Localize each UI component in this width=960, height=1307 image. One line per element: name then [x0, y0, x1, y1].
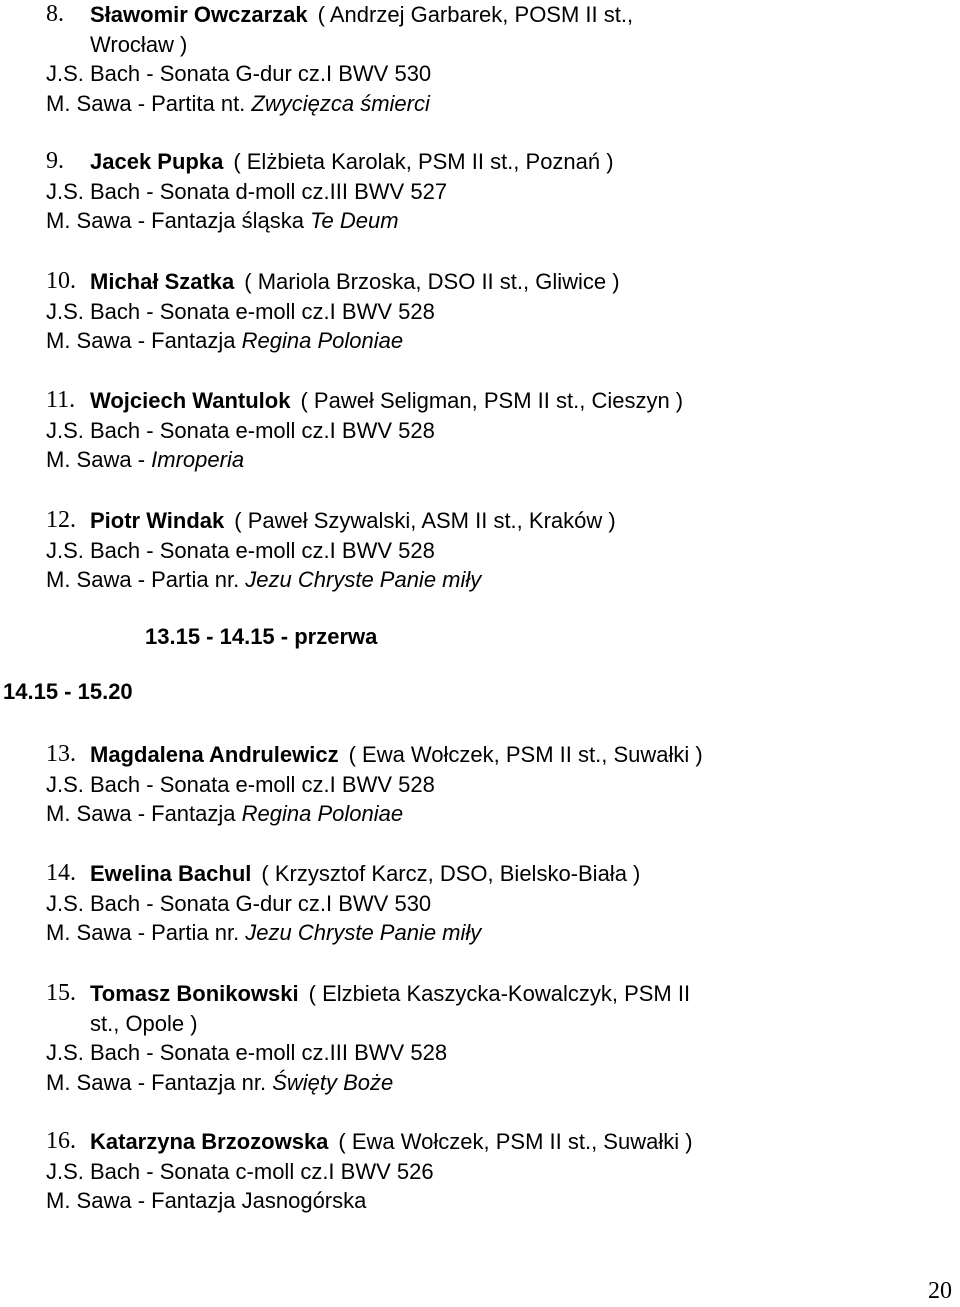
performer-name: Sławomir Owczarzak	[90, 2, 308, 27]
entry-10	[46, 267, 926, 356]
entry-header	[46, 740, 926, 770]
entry-12	[46, 506, 926, 595]
piece-sawa-title: Święty Boże	[272, 1069, 394, 1095]
piece-bach: J.S. Bach - Sonata e-moll cz.III BWV 528	[46, 1040, 448, 1065]
piece-sawa	[46, 326, 926, 356]
piece-sawa-text: M. Sawa -	[46, 447, 152, 472]
page-number: 20	[928, 1278, 952, 1304]
entry-number: 14.	[46, 860, 76, 886]
piece-sawa-text: M. Sawa - Fantazja	[46, 328, 242, 353]
performer-name: Jacek Pupka	[90, 149, 224, 174]
performer-name: Piotr Windak	[90, 508, 225, 533]
entry-number: 8.	[46, 1, 64, 27]
piece-sawa-title: Regina Poloniae	[241, 801, 404, 826]
teacher-info: ( Andrzej Garbarek, POSM II st.,	[317, 2, 634, 27]
piece-sawa-title: Regina Poloniae	[241, 328, 404, 353]
entry-number: 12.	[46, 507, 76, 533]
entry-header	[46, 267, 926, 297]
teacher-info-cont: st., Opole )	[90, 1010, 198, 1036]
entry-header	[46, 386, 926, 416]
performer-name: Magdalena Andrulewicz	[90, 742, 339, 767]
entry-number: 9.	[46, 148, 64, 174]
entry-number: 11.	[46, 387, 76, 413]
piece-sawa-title: Te Deum	[310, 208, 399, 233]
performer-name: Katarzyna Brzozowska	[90, 1129, 329, 1154]
piece-sawa	[46, 206, 926, 236]
teacher-info: ( Ewa Wołczek, PSM II st., Suwałki )	[338, 1129, 693, 1154]
entry-header	[46, 0, 926, 30]
performer-name: Ewelina Bachul	[90, 861, 252, 886]
piece-bach: J.S. Bach - Sonata G-dur cz.I BWV 530	[46, 890, 432, 916]
teacher-info: ( Mariola Brzoska, DSO II st., Gliwice )	[244, 269, 620, 294]
piece-bach: J.S. Bach - Sonata e-moll cz.I BWV 528	[46, 417, 435, 443]
piece-bach: J.S. Bach - Sonata d-moll cz.III BWV 527	[46, 178, 448, 204]
piece-sawa-text: M. Sawa - Partia nr.	[46, 920, 246, 945]
teacher-info: ( Elżbieta Karolak, PSM II st., Poznań )	[233, 149, 614, 174]
piece-sawa-text: M. Sawa - Partita nt.	[46, 90, 252, 116]
teacher-info: ( Elzbieta Kaszycka-Kowalczyk, PSM II	[308, 981, 691, 1006]
piece-sawa	[46, 445, 926, 475]
piece-sawa-text: M. Sawa - Fantazja Jasnogórska	[46, 1188, 367, 1213]
piece-bach: J.S. Bach - Sonata c-moll cz.I BWV 526	[46, 1158, 434, 1184]
piece-sawa-text: M. Sawa - Partia nr.	[46, 567, 246, 592]
entry-13	[46, 740, 926, 829]
piece-bach: J.S. Bach - Sonata e-moll cz.I BWV 528	[46, 298, 435, 324]
piece-bach: J.S. Bach - Sonata e-moll cz.I BWV 528	[46, 771, 435, 797]
entry-header	[46, 147, 926, 177]
piece-sawa	[46, 565, 926, 595]
piece-bach: J.S. Bach - Sonata e-moll cz.I BWV 528	[46, 537, 435, 563]
entry-number: 13.	[46, 741, 76, 767]
entry-header	[46, 979, 926, 1009]
piece-sawa-text: M. Sawa - Fantazja śląska	[46, 208, 311, 233]
performer-name: Michał Szatka	[90, 269, 235, 294]
teacher-info-cont: Wrocław )	[90, 31, 188, 57]
entry-9	[46, 147, 926, 236]
teacher-info: ( Krzysztof Karcz, DSO, Bielsko-Biała )	[261, 861, 641, 886]
piece-sawa	[46, 89, 926, 119]
piece-sawa	[46, 918, 926, 948]
piece-bach: J.S. Bach - Sonata G-dur cz.I BWV 530	[46, 61, 432, 86]
entry-8	[46, 0, 926, 118]
performer-name: Wojciech Wantulok	[90, 388, 291, 413]
piece-sawa	[46, 799, 926, 829]
piece-sawa-title: Jezu Chryste Panie miły	[245, 567, 482, 592]
piece-sawa-title: Imroperia	[151, 447, 245, 472]
piece-sawa	[46, 1186, 926, 1216]
teacher-info: ( Paweł Seligman, PSM II st., Cieszyn )	[300, 388, 684, 413]
break-time: 13.15 - 14.15 - przerwa	[145, 624, 378, 649]
piece-sawa-text: M. Sawa - Fantazja nr.	[46, 1069, 273, 1095]
entry-16	[46, 1127, 926, 1216]
entry-header	[46, 506, 926, 536]
entry-number: 15.	[46, 980, 76, 1006]
entry-14	[46, 859, 926, 948]
teacher-info: ( Ewa Wołczek, PSM II st., Suwałki )	[348, 742, 703, 767]
entry-11	[46, 386, 926, 475]
session-time: 14.15 - 15.20	[3, 679, 133, 704]
entry-number: 16.	[46, 1128, 76, 1154]
piece-sawa-text: M. Sawa - Fantazja	[46, 801, 242, 826]
piece-sawa	[46, 1068, 926, 1098]
piece-sawa-title: Zwycięzca śmierci	[251, 90, 430, 116]
entry-15	[46, 979, 926, 1097]
entry-header	[46, 1127, 926, 1157]
entry-header	[46, 859, 926, 889]
piece-sawa-title: Jezu Chryste Panie miły	[245, 920, 482, 945]
performer-name: Tomasz Bonikowski	[90, 981, 299, 1006]
teacher-info: ( Paweł Szywalski, ASM II st., Kraków )	[234, 508, 616, 533]
entry-number: 10.	[46, 268, 76, 294]
